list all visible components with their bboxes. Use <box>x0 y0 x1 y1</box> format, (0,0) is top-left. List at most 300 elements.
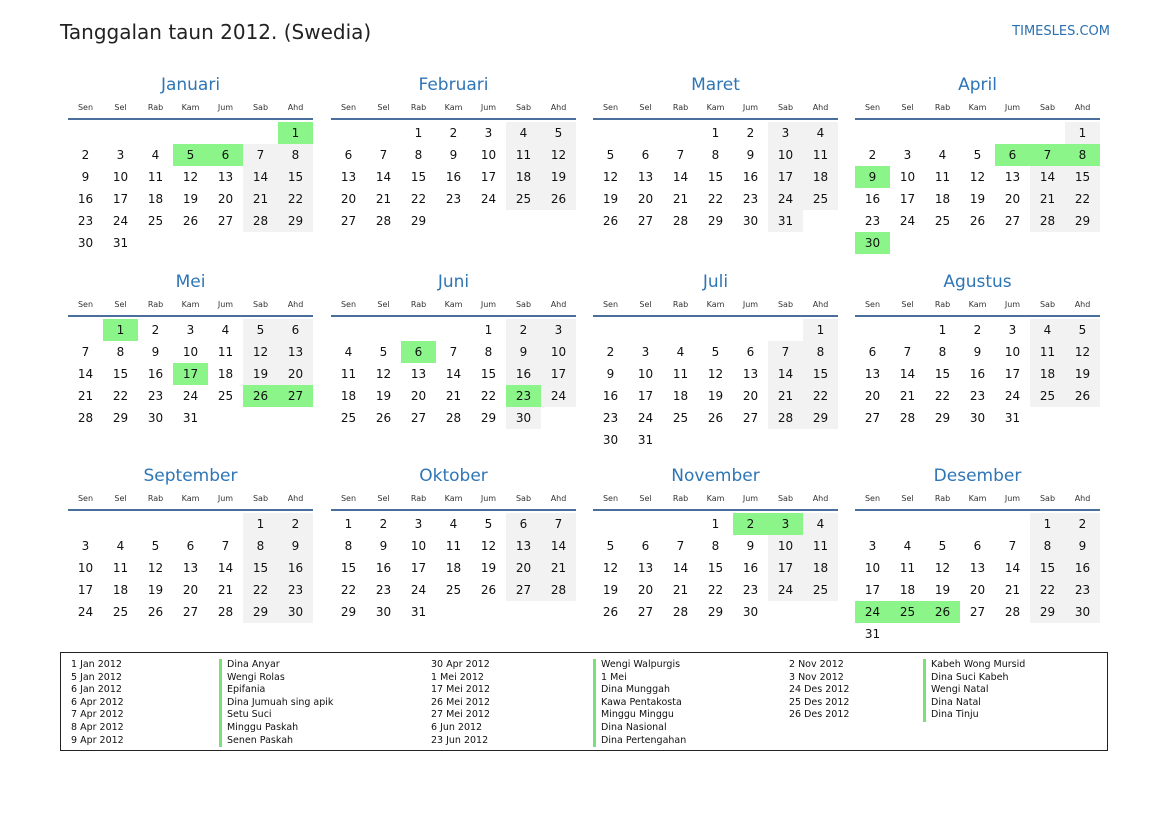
legend-date: 3 Nov 2012 <box>789 671 844 683</box>
weekday-label: Sen <box>602 299 619 309</box>
day-cell: 23 <box>445 192 462 206</box>
day-cell: 24 <box>480 192 497 206</box>
day-cell: 3 <box>81 539 90 553</box>
legend-date: 30 Apr 2012 <box>431 659 490 670</box>
holiday-day-cell: 17 <box>173 363 208 385</box>
holiday-day-cell: 9 <box>855 166 890 188</box>
weekday-label: Rab <box>410 102 427 112</box>
weekday-label: Rab <box>147 102 164 112</box>
day-cell: 23 <box>742 192 759 206</box>
month-agustus <box>855 269 1100 449</box>
day-cell: 10 <box>768 144 803 166</box>
day-cell: 12 <box>541 144 576 166</box>
day-cell: 28 <box>672 214 689 228</box>
day-cell: 2 <box>746 126 755 140</box>
day-cell: 20 <box>637 192 654 206</box>
day-cell: 4 <box>803 122 838 144</box>
day-cell: 21 <box>672 583 689 597</box>
month-april <box>855 72 1100 252</box>
month-name: Januari <box>160 75 221 95</box>
legend-date: 6 Jun 2012 <box>431 721 483 733</box>
day-cell: 26 <box>541 188 576 210</box>
day-cell: 29 <box>112 411 129 425</box>
day-cell: 13 <box>864 367 881 381</box>
day-cell: 9 <box>506 341 541 363</box>
day-cell: 13 <box>969 561 986 575</box>
day-cell: 14 <box>899 367 916 381</box>
day-cell: 3 <box>414 517 423 531</box>
legend-names-column <box>219 659 333 747</box>
legend-date: 24 Des 2012 <box>789 684 850 696</box>
day-cell: 12 <box>969 170 986 184</box>
day-cell: 29 <box>243 601 278 623</box>
day-cell: 7 <box>903 345 912 359</box>
legend-holiday-name: Minggu Paskah <box>219 722 333 735</box>
month-maret <box>593 72 838 252</box>
month-januari <box>68 72 313 252</box>
day-cell: 4 <box>676 345 685 359</box>
day-cell: 5 <box>541 122 576 144</box>
day-cell: 8 <box>344 539 353 553</box>
day-cell: 29 <box>1065 210 1100 232</box>
day-cell: 9 <box>973 345 982 359</box>
day-cell: 20 <box>217 192 234 206</box>
day-cell: 24 <box>77 605 94 619</box>
day-cell: 13 <box>410 367 427 381</box>
weekday-label: Sen <box>340 102 357 112</box>
month-juni <box>331 269 576 449</box>
day-cell: 12 <box>480 539 497 553</box>
day-cell: 31 <box>112 236 129 250</box>
day-cell: 24 <box>112 214 129 228</box>
day-cell: 19 <box>480 561 497 575</box>
weekday-label: Sel <box>114 493 127 503</box>
day-grid <box>855 120 1100 252</box>
legend-date: 9 Apr 2012 <box>71 734 124 746</box>
day-cell: 27 <box>637 605 654 619</box>
day-cell: 9 <box>278 535 313 557</box>
weekday-label: Sab <box>252 493 269 503</box>
day-cell: 14 <box>1030 166 1065 188</box>
day-cell: 28 <box>77 411 94 425</box>
day-cell: 10 <box>864 561 881 575</box>
day-cell: 16 <box>506 363 541 385</box>
day-cell: 26 <box>1065 385 1100 407</box>
day-cell: 10 <box>1004 345 1021 359</box>
day-cell: 2 <box>973 323 982 337</box>
weekday-label: Sel <box>901 102 914 112</box>
weekday-label: Rab <box>410 493 427 503</box>
day-cell: 3 <box>903 148 912 162</box>
legend-holiday-name: 1 Mei <box>593 672 686 685</box>
day-cell: 9 <box>449 148 458 162</box>
month-name: Maret <box>691 75 740 95</box>
day-cell: 30 <box>147 411 164 425</box>
day-cell: 13 <box>637 170 654 184</box>
day-cell: 13 <box>182 561 199 575</box>
day-cell: 29 <box>1030 601 1065 623</box>
day-cell: 6 <box>506 513 541 535</box>
day-cell: 23 <box>602 411 619 425</box>
day-cell: 21 <box>77 389 94 403</box>
holiday-day-cell: 6 <box>401 341 436 363</box>
day-cell: 28 <box>1030 210 1065 232</box>
weekday-label: Sen <box>602 493 619 503</box>
month-name: Agustus <box>943 272 1012 292</box>
weekday-label: Jum <box>742 102 759 112</box>
day-cell: 20 <box>340 192 357 206</box>
day-cell: 1 <box>344 517 353 531</box>
day-cell: 17 <box>768 557 803 579</box>
day-cell: 25 <box>217 389 234 403</box>
legend-holiday-name: Kabeh Wong Mursid <box>923 659 1025 672</box>
weekday-label: Sel <box>377 299 390 309</box>
day-grid <box>593 511 838 643</box>
day-cell: 27 <box>217 214 234 228</box>
day-cell: 12 <box>934 561 951 575</box>
day-cell: 15 <box>934 367 951 381</box>
weekday-label: Jum <box>1004 493 1021 503</box>
day-cell: 24 <box>768 188 803 210</box>
day-cell: 9 <box>1065 535 1100 557</box>
day-cell: 15 <box>112 367 129 381</box>
day-cell: 29 <box>803 407 838 429</box>
day-cell: 7 <box>379 148 388 162</box>
weekday-label: Sen <box>602 102 619 112</box>
holiday-day-cell: 8 <box>1065 144 1100 166</box>
day-cell: 23 <box>375 583 392 597</box>
day-cell: 1 <box>243 513 278 535</box>
day-cell: 10 <box>768 535 803 557</box>
day-cell: 16 <box>147 367 164 381</box>
weekday-label: Sel <box>377 493 390 503</box>
legend-date: 17 Mei 2012 <box>431 684 490 696</box>
day-cell: 3 <box>1008 323 1017 337</box>
day-cell: 3 <box>541 319 576 341</box>
day-cell: 24 <box>899 214 916 228</box>
day-cell: 24 <box>768 579 803 601</box>
weekday-label: Ahd <box>1074 493 1091 503</box>
day-cell: 12 <box>243 341 278 363</box>
day-cell: 21 <box>899 389 916 403</box>
day-cell: 12 <box>375 367 392 381</box>
day-cell: 19 <box>541 166 576 188</box>
weekday-label: Ahd <box>812 102 829 112</box>
day-cell: 18 <box>1030 363 1065 385</box>
day-cell: 8 <box>1030 535 1065 557</box>
month-oktober <box>331 463 576 643</box>
day-cell: 4 <box>344 345 353 359</box>
day-cell: 28 <box>1004 605 1021 619</box>
day-cell: 2 <box>1065 513 1100 535</box>
weekday-label: Sab <box>252 299 269 309</box>
weekday-header <box>68 98 313 116</box>
holiday-day-cell: 7 <box>1030 144 1065 166</box>
day-cell: 19 <box>969 192 986 206</box>
day-cell: 21 <box>217 583 234 597</box>
day-cell: 31 <box>768 210 803 232</box>
month-name: April <box>958 75 997 95</box>
day-cell: 16 <box>375 561 392 575</box>
holiday-day-cell: 27 <box>278 385 313 407</box>
day-cell: 13 <box>506 535 541 557</box>
legend-date: 6 Jan 2012 <box>71 684 122 696</box>
day-cell: 25 <box>1030 385 1065 407</box>
holiday-day-cell: 6 <box>995 144 1030 166</box>
day-cell: 8 <box>414 148 423 162</box>
day-cell: 27 <box>1004 214 1021 228</box>
weekday-label: Ahd <box>287 102 304 112</box>
day-grid <box>855 317 1100 449</box>
day-cell: 22 <box>707 583 724 597</box>
day-cell: 2 <box>278 513 313 535</box>
weekday-label: Sel <box>639 493 652 503</box>
day-cell: 22 <box>1030 579 1065 601</box>
day-cell: 10 <box>541 341 576 363</box>
holiday-day-cell: 1 <box>278 122 313 144</box>
day-cell: 13 <box>217 170 234 184</box>
weekday-label: Sab <box>515 493 532 503</box>
month-juli <box>593 269 838 449</box>
day-cell: 22 <box>340 583 357 597</box>
day-cell: 12 <box>182 170 199 184</box>
site-link[interactable]: TIMESLES.COM <box>1012 24 1110 39</box>
weekday-label: Sel <box>377 102 390 112</box>
day-cell: 18 <box>672 389 689 403</box>
day-cell: 27 <box>410 411 427 425</box>
weekday-label: Jum <box>742 299 759 309</box>
day-cell: 21 <box>445 389 462 403</box>
day-cell: 7 <box>768 341 803 363</box>
day-cell: 28 <box>217 605 234 619</box>
day-cell: 20 <box>864 389 881 403</box>
holiday-day-cell: 25 <box>890 601 925 623</box>
day-cell: 12 <box>1065 341 1100 363</box>
day-cell: 25 <box>672 411 689 425</box>
day-cell: 9 <box>746 148 755 162</box>
month-name: September <box>143 466 238 486</box>
weekday-label: Ahd <box>287 493 304 503</box>
day-cell: 4 <box>938 148 947 162</box>
day-cell: 7 <box>449 345 458 359</box>
day-grid <box>593 120 838 252</box>
legend-holiday-name: Dina Suci Kabeh <box>923 672 1025 685</box>
day-cell: 19 <box>182 192 199 206</box>
day-cell: 4 <box>903 539 912 553</box>
weekday-label: Sab <box>515 102 532 112</box>
day-cell: 25 <box>340 411 357 425</box>
day-cell: 6 <box>278 319 313 341</box>
day-cell: 4 <box>449 517 458 531</box>
day-cell: 6 <box>344 148 353 162</box>
month-name: Juli <box>702 272 729 292</box>
day-cell: 31 <box>864 627 881 641</box>
day-cell: 12 <box>707 367 724 381</box>
day-cell: 30 <box>375 605 392 619</box>
day-cell: 4 <box>803 513 838 535</box>
weekday-label: Sab <box>1039 299 1056 309</box>
day-cell: 4 <box>221 323 230 337</box>
day-cell: 16 <box>445 170 462 184</box>
weekday-label: Sen <box>77 493 94 503</box>
legend-holiday-name: Dina Natal <box>923 697 1025 710</box>
day-cell: 3 <box>641 345 650 359</box>
day-cell: 3 <box>484 126 493 140</box>
weekday-label: Kam <box>968 102 987 112</box>
month-name: Februari <box>418 75 489 95</box>
day-cell: 22 <box>112 389 129 403</box>
day-cell: 20 <box>742 389 759 403</box>
day-cell: 19 <box>243 363 278 385</box>
day-cell: 21 <box>541 557 576 579</box>
day-cell: 14 <box>77 367 94 381</box>
day-cell: 3 <box>186 323 195 337</box>
legend-holiday-name: Minggu Minggu <box>593 709 686 722</box>
day-cell: 22 <box>278 188 313 210</box>
weekday-label: Sel <box>901 299 914 309</box>
legend-dates-column <box>71 659 124 747</box>
day-cell: 18 <box>340 389 357 403</box>
day-cell: 31 <box>410 605 427 619</box>
day-cell: 25 <box>147 214 164 228</box>
day-cell: 22 <box>480 389 497 403</box>
day-grid <box>331 120 576 252</box>
day-cell: 8 <box>484 345 493 359</box>
day-cell: 25 <box>934 214 951 228</box>
day-cell: 22 <box>707 192 724 206</box>
day-cell: 5 <box>711 345 720 359</box>
day-cell: 3 <box>768 122 803 144</box>
day-cell: 9 <box>746 539 755 553</box>
day-cell: 13 <box>1004 170 1021 184</box>
day-cell: 7 <box>221 539 230 553</box>
holiday-day-cell: 1 <box>103 319 138 341</box>
legend-holiday-name: Dina Munggah <box>593 684 686 697</box>
day-cell: 1 <box>711 517 720 531</box>
day-cell: 26 <box>480 583 497 597</box>
weekday-header <box>68 489 313 507</box>
weekday-label: Ahd <box>550 299 567 309</box>
day-cell: 19 <box>707 389 724 403</box>
month-name: Juni <box>437 272 470 292</box>
day-cell: 22 <box>410 192 427 206</box>
day-cell: 19 <box>602 583 619 597</box>
day-cell: 9 <box>606 367 615 381</box>
legend-holiday-name: Dina Tinju <box>923 709 1025 722</box>
day-cell: 11 <box>147 170 164 184</box>
weekday-label: Jum <box>742 493 759 503</box>
weekday-label: Rab <box>147 493 164 503</box>
legend-date: 23 Jun 2012 <box>431 734 489 746</box>
legend-date: 26 Mei 2012 <box>431 696 490 708</box>
weekday-label: Kam <box>968 493 987 503</box>
day-cell: 17 <box>410 561 427 575</box>
day-cell: 1 <box>484 323 493 337</box>
day-cell: 9 <box>151 345 160 359</box>
day-cell: 21 <box>1004 583 1021 597</box>
legend-holiday-name: Wengi Walpurgis <box>593 659 686 672</box>
weekday-label: Jum <box>217 102 234 112</box>
day-cell: 8 <box>116 345 125 359</box>
legend-date: 25 Des 2012 <box>789 696 850 708</box>
day-cell: 14 <box>375 170 392 184</box>
weekday-label: Kam <box>181 493 200 503</box>
day-cell: 26 <box>969 214 986 228</box>
day-cell: 5 <box>243 319 278 341</box>
day-cell: 21 <box>243 188 278 210</box>
month-september <box>68 463 313 643</box>
weekday-label: Rab <box>934 102 951 112</box>
weekday-label: Sen <box>864 493 881 503</box>
day-cell: 11 <box>803 144 838 166</box>
day-cell: 21 <box>672 192 689 206</box>
weekday-label: Sab <box>1039 102 1056 112</box>
day-cell: 18 <box>112 583 129 597</box>
month-name: Mei <box>175 272 206 292</box>
holiday-day-cell: 26 <box>243 385 278 407</box>
day-cell: 11 <box>112 561 129 575</box>
weekday-header <box>331 295 576 313</box>
holiday-day-cell: 2 <box>733 513 768 535</box>
day-cell: 28 <box>672 605 689 619</box>
day-cell: 30 <box>77 236 94 250</box>
weekday-label: Kam <box>444 102 463 112</box>
day-cell: 10 <box>112 170 129 184</box>
weekday-label: Sen <box>864 102 881 112</box>
month-februari <box>331 72 576 252</box>
day-cell: 23 <box>77 214 94 228</box>
day-cell: 27 <box>637 214 654 228</box>
day-cell: 26 <box>602 214 619 228</box>
day-cell: 30 <box>278 601 313 623</box>
weekday-label: Jum <box>1004 299 1021 309</box>
day-cell: 12 <box>602 170 619 184</box>
day-cell: 6 <box>641 539 650 553</box>
day-cell: 18 <box>506 166 541 188</box>
day-cell: 2 <box>606 345 615 359</box>
weekday-header <box>593 295 838 313</box>
day-cell: 10 <box>899 170 916 184</box>
weekday-label: Kam <box>444 299 463 309</box>
day-cell: 12 <box>147 561 164 575</box>
weekday-label: Ahd <box>550 102 567 112</box>
day-cell: 26 <box>707 411 724 425</box>
day-cell: 23 <box>864 214 881 228</box>
day-cell: 1 <box>803 319 838 341</box>
day-cell: 2 <box>151 323 160 337</box>
holiday-day-cell: 6 <box>208 144 243 166</box>
day-cell: 7 <box>81 345 90 359</box>
weekday-label: Sab <box>777 493 794 503</box>
day-cell: 6 <box>868 345 877 359</box>
day-cell: 27 <box>969 605 986 619</box>
day-cell: 18 <box>934 192 951 206</box>
holiday-day-cell: 5 <box>173 144 208 166</box>
day-cell: 21 <box>375 192 392 206</box>
day-cell: 14 <box>445 367 462 381</box>
weekday-label: Ahd <box>1074 102 1091 112</box>
holiday-day-cell: 3 <box>768 513 803 535</box>
day-cell: 31 <box>637 433 654 447</box>
legend-holiday-name: Wengi Natal <box>923 684 1025 697</box>
month-mei <box>68 269 313 449</box>
day-cell: 30 <box>506 407 541 429</box>
day-cell: 5 <box>973 148 982 162</box>
day-cell: 25 <box>803 579 838 601</box>
day-cell: 29 <box>707 214 724 228</box>
day-cell: 15 <box>243 557 278 579</box>
day-cell: 16 <box>969 367 986 381</box>
